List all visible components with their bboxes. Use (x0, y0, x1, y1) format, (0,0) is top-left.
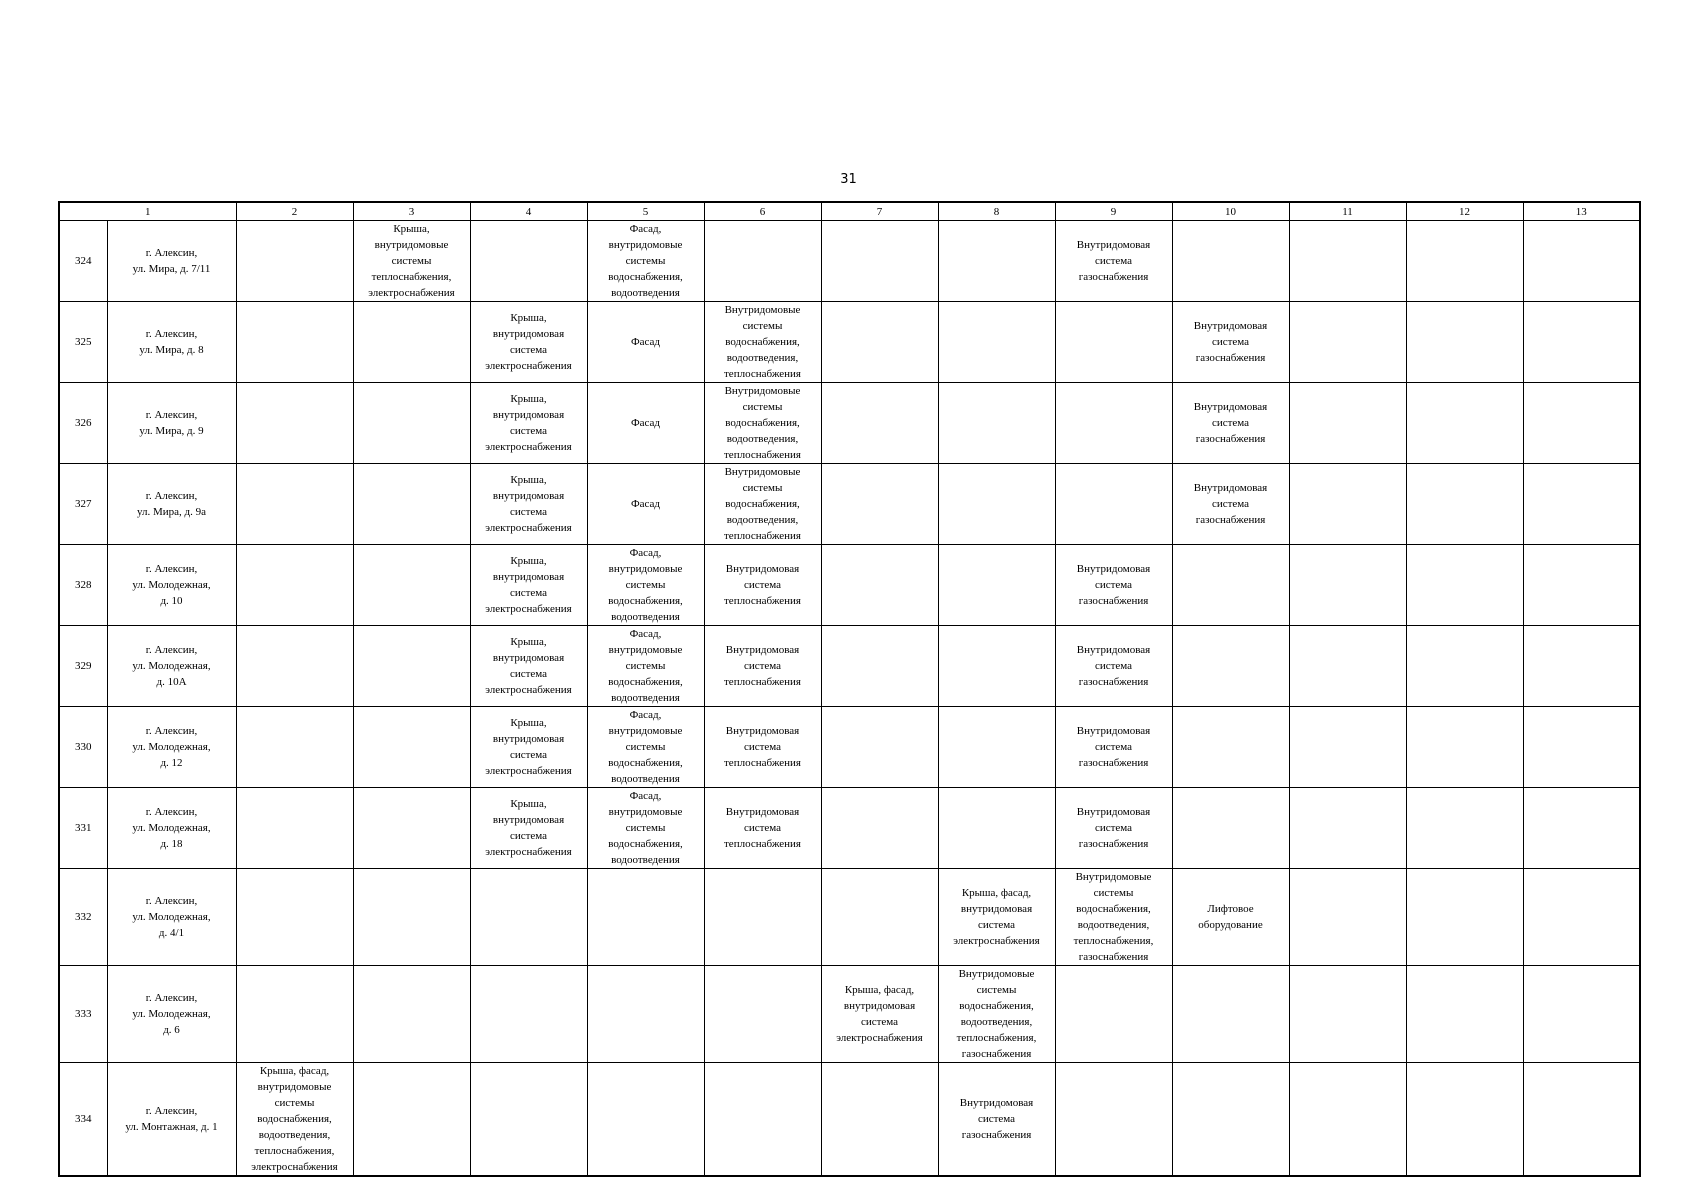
row-number: 326 (59, 383, 107, 464)
work-cell (1172, 707, 1289, 788)
work-cell (821, 383, 938, 464)
work-cell (938, 626, 1055, 707)
work-cell (821, 1063, 938, 1177)
work-cell (1172, 221, 1289, 302)
work-cell (1055, 302, 1172, 383)
work-cell: Внутридомовые системы водоснабжения, водоотведения, теплоснабжения (704, 464, 821, 545)
work-cell (821, 302, 938, 383)
work-cell (1523, 869, 1640, 966)
work-cell (1289, 302, 1406, 383)
work-cell (1406, 869, 1523, 966)
address-cell: г. Алексин, ул. Молодежная, д. 12 (107, 707, 236, 788)
work-cell: Внутридомовая система газоснабжения (1172, 383, 1289, 464)
work-cell (821, 221, 938, 302)
work-cell (938, 302, 1055, 383)
address-cell: г. Алексин, ул. Молодежная, д. 4/1 (107, 869, 236, 966)
work-cell: Внутридомовая система теплоснабжения (704, 545, 821, 626)
work-cell (353, 966, 470, 1063)
work-cell: Фасад (587, 464, 704, 545)
work-cell (236, 464, 353, 545)
work-cell (1289, 383, 1406, 464)
table-row (59, 545, 1640, 626)
work-cell (938, 464, 1055, 545)
work-cell (587, 966, 704, 1063)
row-number: 327 (59, 464, 107, 545)
table-row (59, 626, 1640, 707)
work-cell: Крыша, внутридомовая система электроснабжения (470, 464, 587, 545)
work-cell: Фасад, внутридомовые системы водоснабжения, водоотведения (587, 221, 704, 302)
work-cell (1406, 966, 1523, 1063)
work-cell (704, 869, 821, 966)
work-cell (587, 869, 704, 966)
work-cell (470, 966, 587, 1063)
work-cell (1406, 707, 1523, 788)
row-number: 334 (59, 1063, 107, 1177)
work-cell: Внутридомовая система газоснабжения (938, 1063, 1055, 1177)
work-cell (353, 626, 470, 707)
work-cell (1289, 788, 1406, 869)
work-cell (938, 788, 1055, 869)
work-cell (353, 869, 470, 966)
header-cell: 10 (1172, 202, 1289, 221)
work-cell (821, 464, 938, 545)
work-cell (704, 966, 821, 1063)
work-cell (821, 869, 938, 966)
row-number: 324 (59, 221, 107, 302)
work-cell (1172, 626, 1289, 707)
work-cell (1406, 302, 1523, 383)
work-cell: Внутридомовая система газоснабжения (1172, 302, 1289, 383)
work-cell: Фасад (587, 383, 704, 464)
work-cell: Крыша, фасад, внутридомовые системы водоснабжения, водоотведения, теплоснабжения, электроснабжения (236, 1063, 353, 1177)
header-row (59, 202, 1640, 221)
work-cell: Крыша, внутридомовая система электроснабжения (470, 788, 587, 869)
table-row (59, 788, 1640, 869)
work-cell (1406, 1063, 1523, 1177)
row-number: 333 (59, 966, 107, 1063)
header-cell: 2 (236, 202, 353, 221)
repair-schedule-table (58, 201, 1641, 1177)
work-cell (1523, 707, 1640, 788)
work-cell: Фасад (587, 302, 704, 383)
work-cell: Лифтовое оборудование (1172, 869, 1289, 966)
row-number: 329 (59, 626, 107, 707)
work-cell (1055, 464, 1172, 545)
work-cell: Внутридомовая система газоснабжения (1055, 626, 1172, 707)
page-number: 31 (840, 172, 857, 187)
work-cell (587, 1063, 704, 1177)
work-cell (1523, 626, 1640, 707)
work-cell (1289, 464, 1406, 545)
work-cell (1406, 545, 1523, 626)
row-number: 325 (59, 302, 107, 383)
address-cell: г. Алексин, ул. Мира, д. 7/11 (107, 221, 236, 302)
work-cell: Крыша, внутридомовая система электроснабжения (470, 707, 587, 788)
work-cell: Крыша, внутридомовая система электроснабжения (470, 383, 587, 464)
work-cell (1289, 221, 1406, 302)
work-cell (1406, 221, 1523, 302)
work-cell (938, 383, 1055, 464)
table-row (59, 966, 1640, 1063)
work-cell (1406, 464, 1523, 545)
work-cell: Внутридомовая система теплоснабжения (704, 788, 821, 869)
header-cell: 13 (1523, 202, 1640, 221)
header-cell: 6 (704, 202, 821, 221)
work-cell: Крыша, внутридомовая система электроснабжения (470, 626, 587, 707)
row-number: 330 (59, 707, 107, 788)
work-cell (236, 869, 353, 966)
work-cell (353, 302, 470, 383)
work-cell (1523, 464, 1640, 545)
work-cell (1055, 1063, 1172, 1177)
work-cell: Внутридомовая система теплоснабжения (704, 626, 821, 707)
table-row (59, 221, 1640, 302)
work-cell (236, 707, 353, 788)
address-cell: г. Алексин, ул. Мира, д. 9 (107, 383, 236, 464)
table-row (59, 1063, 1640, 1177)
header-cell: 11 (1289, 202, 1406, 221)
work-cell: Внутридомовая система газоснабжения (1055, 545, 1172, 626)
work-cell (1289, 626, 1406, 707)
work-cell: Внутридомовая система газоснабжения (1055, 707, 1172, 788)
work-cell (236, 383, 353, 464)
work-cell (1172, 966, 1289, 1063)
row-number: 332 (59, 869, 107, 966)
work-cell: Крыша, фасад, внутридомовая система электроснабжения (938, 869, 1055, 966)
address-cell: г. Алексин, ул. Молодежная, д. 6 (107, 966, 236, 1063)
address-cell: г. Алексин, ул. Мира, д. 8 (107, 302, 236, 383)
work-cell (1406, 626, 1523, 707)
work-cell (236, 626, 353, 707)
work-cell (353, 464, 470, 545)
work-cell (821, 788, 938, 869)
work-cell (1289, 869, 1406, 966)
work-cell (1523, 545, 1640, 626)
work-cell: Крыша, фасад, внутридомовая система электроснабжения (821, 966, 938, 1063)
address-cell: г. Алексин, ул. Молодежная, д. 10А (107, 626, 236, 707)
work-cell: Фасад, внутридомовые системы водоснабжения, водоотведения (587, 545, 704, 626)
work-cell: Внутридомовая система теплоснабжения (704, 707, 821, 788)
work-cell (353, 788, 470, 869)
work-cell (1523, 1063, 1640, 1177)
work-cell (1289, 966, 1406, 1063)
work-cell (1523, 302, 1640, 383)
work-cell (704, 221, 821, 302)
work-cell (1406, 383, 1523, 464)
work-cell (1172, 1063, 1289, 1177)
work-cell: Фасад, внутридомовые системы водоснабжения, водоотведения (587, 707, 704, 788)
work-cell (704, 1063, 821, 1177)
work-cell (236, 545, 353, 626)
work-cell (1406, 788, 1523, 869)
header-cell: 12 (1406, 202, 1523, 221)
work-cell (236, 302, 353, 383)
header-cell: 3 (353, 202, 470, 221)
work-cell (1055, 383, 1172, 464)
table-row (59, 383, 1640, 464)
work-cell: Внутридомовая система газоснабжения (1172, 464, 1289, 545)
work-cell: Внутридомовая система газоснабжения (1055, 221, 1172, 302)
table-row (59, 302, 1640, 383)
work-cell (1289, 707, 1406, 788)
work-cell: Внутридомовые системы водоснабжения, водоотведения, теплоснабжения (704, 383, 821, 464)
work-cell: Внутридомовая система газоснабжения (1055, 788, 1172, 869)
header-cell: 8 (938, 202, 1055, 221)
work-cell (1055, 966, 1172, 1063)
table-row (59, 707, 1640, 788)
work-cell (353, 1063, 470, 1177)
work-cell (821, 545, 938, 626)
work-cell (1172, 545, 1289, 626)
header-cell: 9 (1055, 202, 1172, 221)
work-cell (1523, 383, 1640, 464)
work-cell (353, 383, 470, 464)
work-cell (938, 545, 1055, 626)
work-cell (470, 869, 587, 966)
work-cell (236, 221, 353, 302)
work-cell (236, 788, 353, 869)
address-cell: г. Алексин, ул. Молодежная, д. 10 (107, 545, 236, 626)
work-cell (938, 221, 1055, 302)
header-cell: 5 (587, 202, 704, 221)
work-cell (1523, 221, 1640, 302)
table-row (59, 869, 1640, 966)
work-cell (1289, 1063, 1406, 1177)
work-cell: Крыша, внутридомовая система электроснабжения (470, 302, 587, 383)
work-cell (236, 966, 353, 1063)
work-cell (1172, 788, 1289, 869)
work-cell: Крыша, внутридомовая система электроснабжения (470, 545, 587, 626)
table-row (59, 464, 1640, 545)
work-cell (821, 626, 938, 707)
address-cell: г. Алексин, ул. Монтажная, д. 1 (107, 1063, 236, 1177)
work-cell: Крыша, внутридомовые системы теплоснабжения, электроснабжения (353, 221, 470, 302)
row-number: 331 (59, 788, 107, 869)
work-cell: Фасад, внутридомовые системы водоснабжения, водоотведения (587, 626, 704, 707)
work-cell (1289, 545, 1406, 626)
work-cell (353, 707, 470, 788)
work-cell: Фасад, внутридомовые системы водоснабжения, водоотведения (587, 788, 704, 869)
row-number: 328 (59, 545, 107, 626)
work-cell (353, 545, 470, 626)
work-cell: Внутридомовые системы водоснабжения, водоотведения, теплоснабжения (704, 302, 821, 383)
work-cell: Внутридомовые системы водоснабжения, водоотведения, теплоснабжения, газоснабжения (938, 966, 1055, 1063)
address-cell: г. Алексин, ул. Молодежная, д. 18 (107, 788, 236, 869)
work-cell (821, 707, 938, 788)
work-cell (1523, 788, 1640, 869)
header-cell: 4 (470, 202, 587, 221)
work-cell: Внутридомовые системы водоснабжения, водоотведения, теплоснабжения, газоснабжения (1055, 869, 1172, 966)
work-cell (470, 1063, 587, 1177)
work-cell (938, 707, 1055, 788)
work-cell (1523, 966, 1640, 1063)
header-cell: 1 (59, 202, 236, 221)
header-cell: 7 (821, 202, 938, 221)
work-cell (470, 221, 587, 302)
address-cell: г. Алексин, ул. Мира, д. 9а (107, 464, 236, 545)
